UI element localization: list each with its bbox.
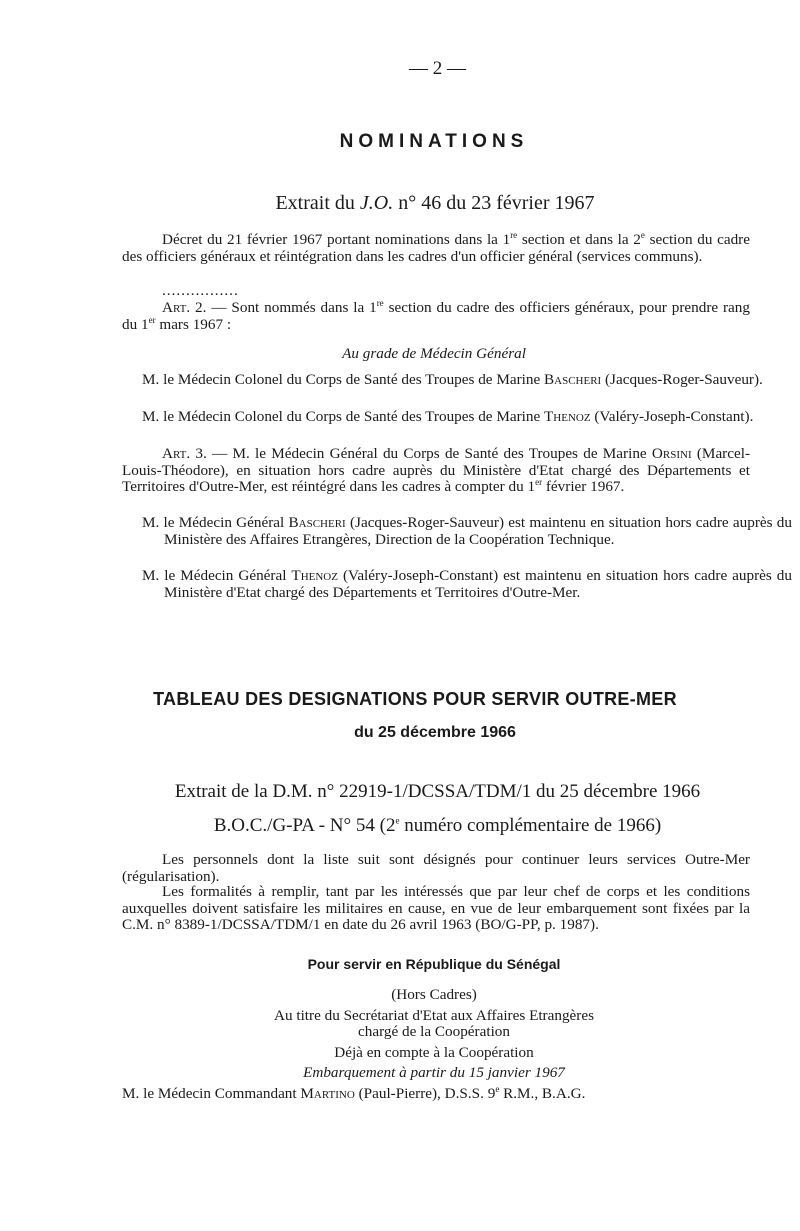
au-titre-line-1: Au titre du Secrétariat d'Etat aux Affaires Etrangères bbox=[274, 1007, 594, 1024]
maintained-bascheri: M. le Médecin Général Bascheri (Jacques-Roger-Sauveur) est maintenu en situation hors cadre auprès du Ministère des Affaires Etrangères, Direction de la Coopération Technique. bbox=[142, 514, 792, 548]
nomination-bascheri: M. le Médecin Colonel du Corps de Santé des Troupes de Marine Bascheri (Jacques-Roger-Sauveur). bbox=[142, 371, 763, 388]
paragraph-personnels: Les personnels dont la liste suit sont désignés pour continuer leurs services Outre-Mer (régularisation). bbox=[122, 851, 750, 885]
ellipsis-dots: ................ bbox=[162, 282, 239, 299]
nomination-thenoz: M. le Médecin Colonel du Corps de Santé des Troupes de Marine Thenoz (Valéry-Joseph-Constant). bbox=[142, 408, 754, 425]
section-title-designations: TABLEAU DES DESIGNATIONS POUR SERVIR OUTRE-MER bbox=[153, 689, 677, 709]
grade-heading: Au grade de Médecin Général bbox=[342, 345, 526, 362]
deja-en-compte: Déjà en compte à la Coopération bbox=[334, 1044, 534, 1061]
embarquement-date: Embarquement à partir du 15 janvier 1967 bbox=[303, 1064, 565, 1081]
au-titre-line-2: chargé de la Coopération bbox=[358, 1023, 510, 1040]
extract-jo: Extrait du J.O. n° 46 du 23 février 1967 bbox=[275, 192, 595, 214]
section-title-nominations: NOMINATIONS bbox=[339, 131, 529, 152]
extract-boc: B.O.C./G-PA - N° 54 (2e numéro complémentaire de 1966) bbox=[213, 815, 662, 836]
section-subtitle-date: du 25 décembre 1966 bbox=[354, 724, 516, 741]
decree-paragraph: Décret du 21 février 1967 portant nominations dans la 1re section et dans la 2e section du cadre des officiers généraux et réintégration dans les cadres d'un officier général (services communs). bbox=[122, 229, 750, 265]
designation-martino: M. le Médecin Commandant Martino (Paul-Pierre), D.S.S. 9e R.M., B.A.G. bbox=[122, 1083, 586, 1102]
article-2: Art. 2. — Sont nommés dans la 1re section du cadre des officiers généraux, pour prendre rang du 1er mars 1967 : bbox=[122, 297, 750, 333]
article-3: Art. 3. — M. le Médecin Général du Corps de Santé des Troupes de Marine Orsini (Marcel-Louis-Théodore), en situation hors cadre auprès du Ministère d'Etat chargé des Départements et Territoires d'Outre-Mer, est réintégré dans les cadres à compter du 1er février 1967. bbox=[122, 445, 750, 495]
heading-senegal: Pour servir en République du Sénégal bbox=[307, 956, 561, 972]
page-number: — 2 — bbox=[409, 58, 466, 79]
paragraph-formalites: Les formalités à remplir, tant par les intéressés que par leur chef de corps et les conditions auxquelles doivent satisfaire les militaires en cause, en vue de leur embarquement sont fixées par la C.M. n° 8389-1/DCSSA/TDM/1 en date du 26 avril 1963 (BO/G-PP, p. 1987). bbox=[122, 883, 750, 933]
maintained-thenoz: M. le Médecin Général Thenoz (Valéry-Joseph-Constant) est maintenu en situation hors cadre auprès du Ministère d'Etat chargé des Départements et Territoires d'Outre-Mer. bbox=[142, 567, 792, 601]
extract-dm: Extrait de la D.M. n° 22919-1/DCSSA/TDM/1 du 25 décembre 1966 bbox=[174, 781, 701, 802]
hors-cadres: (Hors Cadres) bbox=[391, 986, 477, 1003]
